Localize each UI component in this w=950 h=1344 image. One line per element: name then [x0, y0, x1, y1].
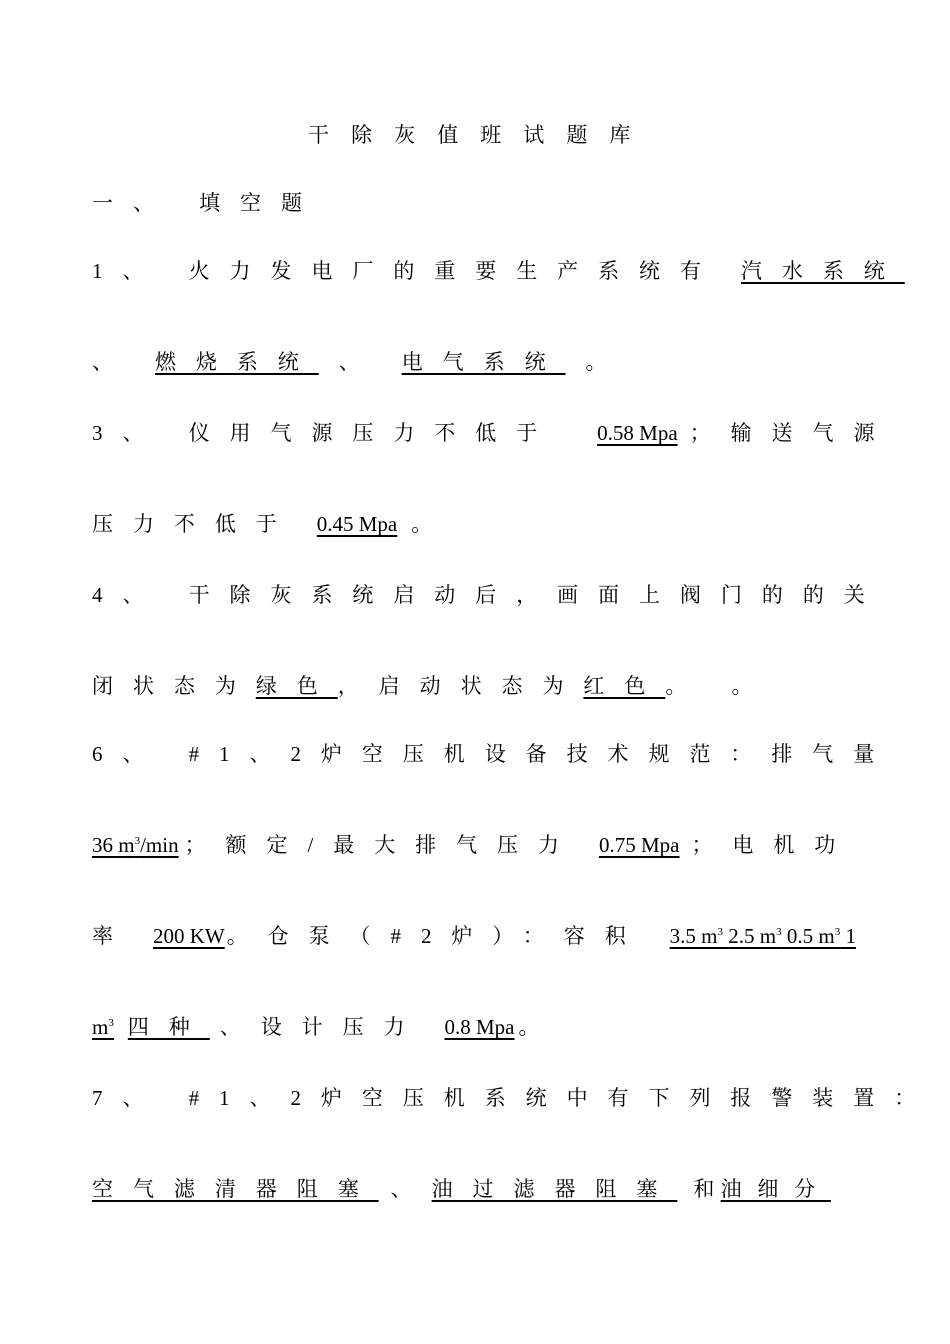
question-4-end: 。 。	[665, 674, 773, 698]
question-4-text: 4、 干除灰系统启动后，画面上阀门的的关	[92, 583, 885, 607]
question-6-text-6: 、设计压力	[219, 1015, 425, 1039]
question-3-text: 3、 仪用气源压力不低于	[92, 421, 558, 445]
question-4-answer-1: 绿色	[255, 674, 338, 698]
question-6-answer-1: 36 $m^3/\min$	[92, 833, 179, 857]
question-1-answer-2: 燃烧系统	[154, 350, 319, 374]
question-6-line-3	[92, 921, 860, 951]
question-7-text: 7、 #1、2炉空压机系统中有下列报警装置：	[92, 1086, 936, 1110]
question-4-answer-2: 红色	[583, 674, 666, 698]
question-1-answer-1: 汽水系统	[740, 259, 905, 283]
question-7-line-1	[92, 1083, 936, 1113]
document-title: 干除灰值班试题库	[308, 123, 653, 147]
question-6-text-4: 率	[92, 924, 133, 948]
section-heading: 一、 填空题	[92, 191, 322, 215]
question-6-text-5: 。仓泵（#2炉）：容积	[226, 924, 646, 948]
question-6-line-2	[92, 830, 860, 860]
question-6-answer-5: 0.8 Mpa	[444, 1015, 515, 1039]
question-7-sep-1: 、	[390, 1177, 432, 1201]
question-4-text-3: ，启动状态为	[337, 674, 584, 698]
question-3-answer-2: 0.45 Mpa	[316, 512, 398, 536]
question-6-answer-2: 0.75 Mpa	[598, 833, 680, 857]
question-1-sep-1: 、	[92, 350, 133, 374]
question-1-answer-3: 电气系统	[401, 350, 566, 374]
question-3-line-2	[92, 509, 860, 539]
question-3-line-1	[92, 418, 895, 448]
question-6-end: 。	[518, 1015, 560, 1039]
question-3-end: 。	[411, 512, 453, 536]
question-1-text: 1、 火力发电厂的重要生产系统有	[92, 259, 721, 283]
question-7-line-2	[92, 1174, 860, 1204]
question-3-text-3: 压力不低于	[92, 512, 297, 536]
question-4-line-2	[92, 671, 860, 701]
question-7-answer-1: 空气滤清器阻塞	[92, 1177, 379, 1201]
question-7-answer-3: 油细分	[720, 1177, 831, 1201]
question-6-line-4	[92, 1012, 860, 1042]
question-6-line-1	[92, 739, 895, 769]
question-6-answer-3: 200 KW	[152, 924, 225, 948]
question-6-text-3: ；电机功	[691, 833, 856, 857]
question-6-text: 6、 #1、2炉空压机设备技术规范：排气量	[92, 742, 895, 766]
question-6-answer-4-cont: $m^3$ 四种	[92, 1015, 210, 1039]
question-3-answer-1: 0.58 Mpa	[597, 421, 678, 445]
question-6-answer-4: 3.5 $m^3$ 2.5 $m^3$ 0.5 $m^3$ 1	[669, 924, 856, 948]
question-3-text-2: ；输送气源	[689, 421, 895, 445]
question-1-line-1	[92, 256, 905, 286]
question-4-line-1	[92, 580, 885, 610]
question-4-text-2: 闭状态为	[92, 674, 256, 698]
question-6-text-2: ；额定/最大排气压力	[184, 833, 579, 857]
question-1-end: 。	[585, 350, 627, 374]
question-7-answer-2: 油过滤器阻塞	[431, 1177, 678, 1201]
question-1-sep-2: 、	[338, 350, 380, 374]
question-1-line-2	[92, 347, 860, 377]
question-7-sep-2: 和	[693, 1177, 721, 1201]
